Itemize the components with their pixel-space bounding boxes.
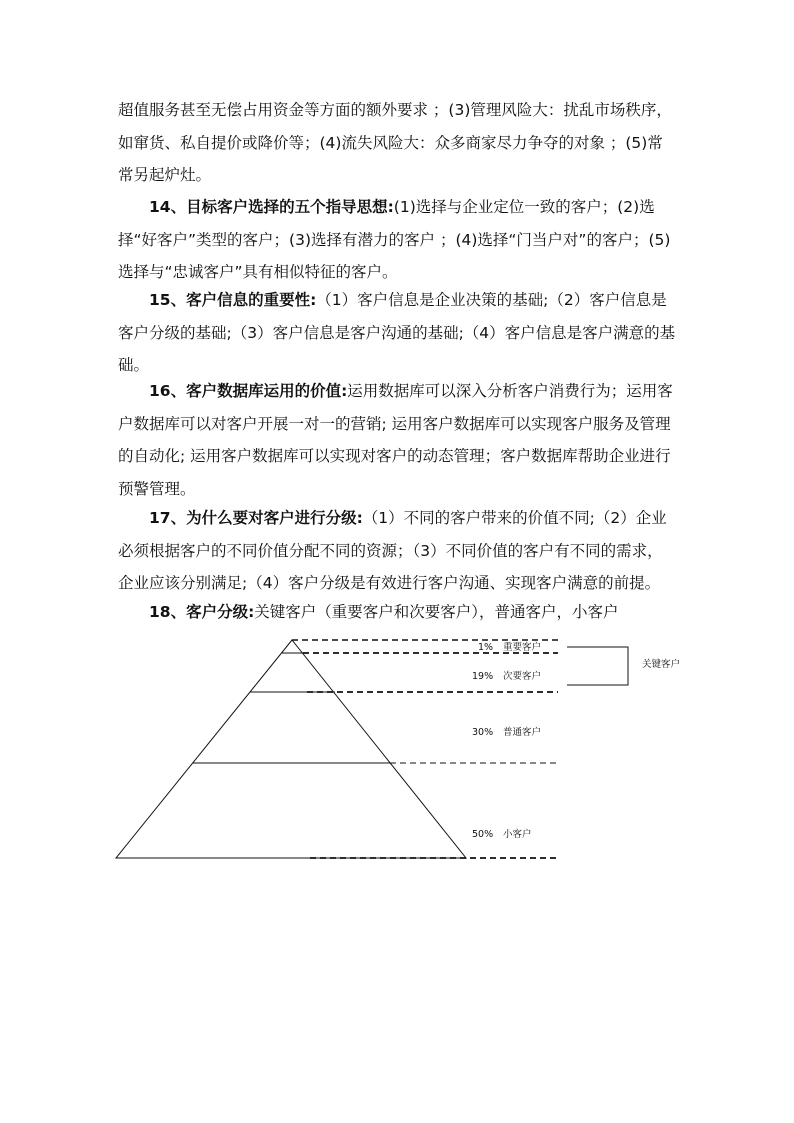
paragraph-15-title: 15、客户信息的重要性: — [149, 291, 317, 309]
tier-1-percent: 1% — [478, 642, 494, 653]
paragraph-14-body: (1)选择与企业定位一致的客户；(2)选择“好客户”类型的客户；(3)选择有潜力的客户 ；(4)选择“门当户对”的客户；(5)选择与“忠诚客户”具有相似特征的客户。 — [118, 198, 671, 281]
tier-3-label: 普通客户 — [503, 727, 542, 738]
paragraph-17-body: （1）不同的客户带来的价值不同;（2）企业必须根据客户的不同价值分配不同的资源；（3）不同价值的客户有不同的需求，企业应该分别满足;（4）客户分级是有效进行客户沟通、实现客户满意的前提。 — [118, 509, 667, 592]
tier-2-percent: 19% — [472, 671, 494, 682]
paragraph-16-body: 运用数据库可以深入分析客户消费行为；运用客户数据库可以对客户开展一对一的营销; 运用客户数据库可以实现客户服务及管理的自动化; 运用客户数据库可以实现对客户的动态管理；客户数据库帮助企业进行预警管理。 — [118, 382, 673, 498]
tier-4-percent: 50% — [472, 829, 494, 840]
paragraph-13-continued: 超值服务甚至无偿占用资金等方面的额外要求 ；(3)管理风险大：扰乱市场秩序，如窜货、私自提价或降价等；(4)流失风险大：众多商家尽力争夺的对象 ；(5)常常另起炉灶。 — [118, 101, 672, 184]
paragraph-18-body: 关键客户（重要客户和次要客户），普通客户，小客户 — [254, 603, 619, 621]
pyramid-outline — [116, 640, 466, 858]
tier-4-label: 小客户 — [503, 829, 532, 840]
paragraph-18-title: 18、客户分级: — [149, 603, 255, 621]
paragraph-14-title: 14、目标客户选择的五个指导思想: — [149, 198, 394, 216]
paragraph-16-title: 16、客户数据库运用的价值: — [149, 382, 348, 400]
tier-1-label: 重要客户 — [503, 642, 542, 653]
key-customer-label: 关键客户 — [642, 659, 681, 670]
paragraph-17-title: 17、为什么要对客户进行分级: — [149, 509, 363, 527]
paragraph-15-body: （1）客户信息是企业决策的基础;（2）客户信息是客户分级的基础;（3）客户信息是客户沟通的基础;（4）客户信息是客户满意的基础。 — [118, 291, 676, 374]
key-customer-bracket — [567, 647, 628, 685]
tier-3-percent: 30% — [472, 727, 494, 738]
tier-2-label: 次要客户 — [503, 671, 542, 682]
